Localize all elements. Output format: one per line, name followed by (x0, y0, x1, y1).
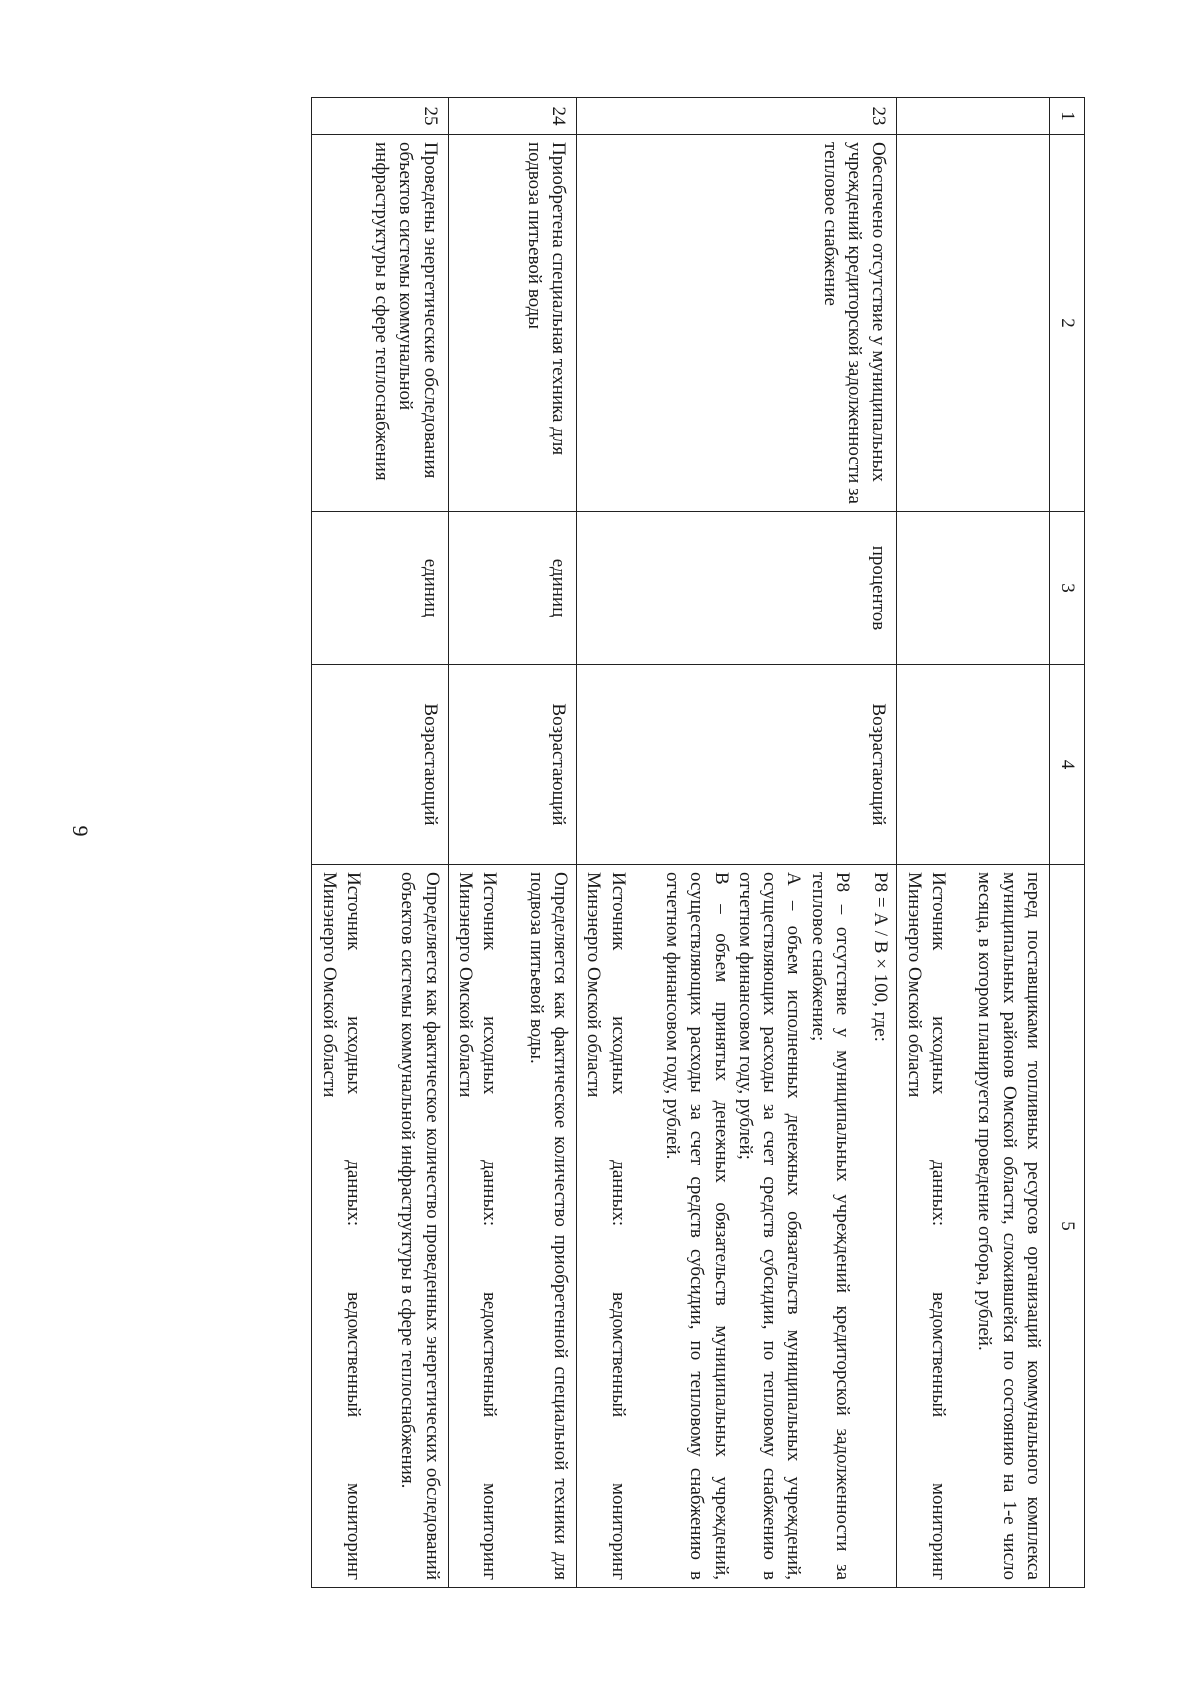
formula: Р8 = А / В × 100, где: (870, 872, 892, 1042)
data-source-line: Источник исходных данных: ведомственный мониторинг (479, 872, 501, 1580)
continuation-row (897, 98, 1050, 1588)
table-row (448, 98, 576, 1588)
unit-of-measure: единиц (312, 512, 448, 665)
method-definition: Определяется как фактическое количество проведенных энергетических обследований объектов системы коммунальной инфраструктуры в сфере теплоснабжения. (397, 872, 443, 1580)
row-number: 25 (312, 98, 448, 135)
dynamics-type: Возрастающий (448, 665, 576, 865)
indicator-name: Приобретена специальная техника для подвоза питьевой воды (448, 135, 576, 512)
header-col-2: 2 (1050, 135, 1085, 512)
table-row (577, 98, 897, 1588)
formula-definition-a: А – объем исполненных денежных обязательств муниципальных учреждений, осуществляющих расходы за счет средств субсидии, по тепловому снабжению в отчетном финансовом году, рублей; (734, 872, 805, 1580)
method-definition: Определяется как фактическое количество приобретенной специальной техники для подвоза питьевой воды. (525, 872, 571, 1580)
dynamics-type: Возрастающий (312, 665, 448, 865)
calculation-method (448, 865, 576, 1588)
data-source-line: Источник исходных данных: ведомственный мониторинг (607, 872, 629, 1580)
formula-definition-p8: Р8 – отсутствие у муниципальных учреждений кредиторской задолженности за тепловое снабжение; (807, 872, 854, 1580)
formula-definition-b: В – объем принятых денежных обязательств муниципальных учреждений, осуществляющих расходы за счет средств субсидии, по тепловому снабжению в отчетном финансовом году, рублей. (661, 872, 732, 1580)
data-source-org: Минэнерго Омской области (903, 872, 925, 1098)
continuation-num (897, 98, 1050, 135)
indicators-table (312, 97, 1086, 1588)
calculation-method (577, 865, 897, 1588)
continuation-text: перед поставщиками топливных ресурсов организаций коммунального комплекса муниципальных районов Омской области, сложившейся по состоянию на 1-е число месяца, в котором планируется проведение отбора, рублей. (974, 872, 1044, 1580)
data-source-org: Минэнерго Омской области (583, 872, 605, 1098)
data-source-line: Источник исходных данных: ведомственный мониторинг (343, 872, 365, 1580)
row-number: 24 (448, 98, 576, 135)
header-row (1050, 98, 1085, 1588)
data-source-org: Минэнерго Омской области (318, 872, 340, 1098)
calculation-method (312, 865, 448, 1588)
indicator-name: Обеспечено отсутствие у муниципальных учреждений кредиторской задолженности за тепловое снабжение (577, 135, 897, 512)
dynamics-type: Возрастающий (577, 665, 897, 865)
header-col-3: 3 (1050, 512, 1085, 665)
continuation-indicator (897, 135, 1050, 512)
rotated-page (125, 97, 1085, 1587)
header-col-4: 4 (1050, 665, 1085, 865)
indicator-name: Проведены энергетические обследования объектов системы коммунальной инфраструктуры в сфере теплоснабжения (312, 135, 448, 512)
row-number: 23 (577, 98, 897, 135)
continuation-unit (897, 512, 1050, 665)
data-source-org: Минэнерго Омской области (455, 872, 477, 1098)
data-source-line: Источник исходных данных: ведомственный мониторинг (928, 872, 950, 1580)
header-col-1: 1 (1050, 98, 1085, 135)
page-number: 9 (68, 825, 93, 837)
header-col-5: 5 (1050, 865, 1085, 1588)
table-row (312, 98, 448, 1588)
continuation-dynamics (897, 665, 1050, 865)
continuation-method (897, 865, 1050, 1588)
unit-of-measure: процентов (577, 512, 897, 665)
unit-of-measure: единиц (448, 512, 576, 665)
